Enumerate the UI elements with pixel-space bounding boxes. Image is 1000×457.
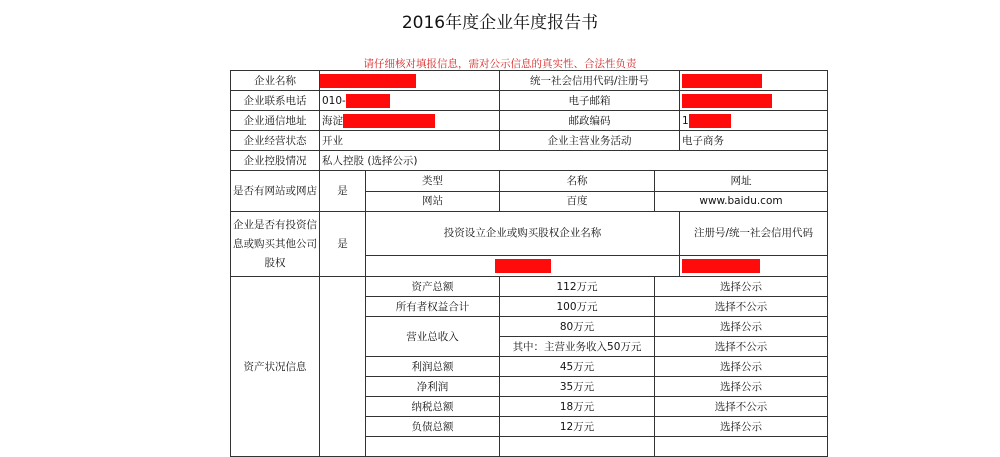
holding-label: 企业控股情况 [231, 151, 320, 171]
status-value: 开业 [320, 131, 500, 151]
address-value [320, 111, 500, 131]
asset-name: 营业总收入 [366, 317, 500, 357]
postcode-label: 邮政编码 [500, 111, 680, 131]
phone-prefix: 010- [322, 94, 346, 107]
credit-code-label: 统一社会信用代码/注册号 [500, 71, 680, 91]
asset-name: 利润总额 [366, 357, 500, 377]
asset-disclose: 选择公示 [655, 417, 828, 437]
asset-value: 18万元 [500, 397, 655, 417]
address-prefix: 海淀 [322, 114, 343, 127]
table-row [231, 91, 828, 111]
redaction-mark [495, 259, 551, 273]
asset-value: 35万元 [500, 377, 655, 397]
asset-name: 所有者权益合计 [366, 297, 500, 317]
redaction-mark [689, 114, 731, 128]
company-name-value [320, 71, 500, 91]
redaction-mark [682, 94, 772, 108]
asset-disclose: 选择不公示 [655, 297, 828, 317]
asset-value: 100万元 [500, 297, 655, 317]
asset-name: 资产总额 [366, 277, 500, 297]
asset-name: 纳税总额 [366, 397, 500, 417]
table-row [231, 131, 828, 151]
asset-disclose [655, 437, 828, 457]
investment-company-code [680, 255, 828, 276]
email-value [680, 91, 828, 111]
asset-disclose: 选择公示 [655, 277, 828, 297]
website-header-type: 类型 [366, 171, 500, 192]
investment-answer: 是 [320, 212, 366, 277]
main-business-label: 企业主营业务活动 [500, 131, 680, 151]
holding-value: 私人控股 (选择公示) [320, 151, 828, 171]
asset-name: 负债总额 [366, 417, 500, 437]
asset-disclose: 选择公示 [655, 317, 828, 337]
asset-disclose: 选择不公示 [655, 397, 828, 417]
website-name: 百度 [500, 191, 655, 212]
email-label: 电子邮箱 [500, 91, 680, 111]
credit-code-value [680, 71, 828, 91]
company-name-label: 企业名称 [231, 71, 320, 91]
status-label: 企业经营状态 [231, 131, 320, 151]
website-label: 是否有网站或网店 [231, 171, 320, 212]
notice-text: 请仔细核对填报信息，需对公示信息的真实性、合法性负责 [363, 58, 637, 70]
asset-value: 112万元 [500, 277, 655, 297]
asset-disclose: 选择公示 [655, 377, 828, 397]
postcode-prefix: 1 [682, 114, 689, 127]
postcode-value [680, 111, 828, 131]
investment-company-name [366, 255, 680, 276]
asset-value: 其中：主营业务收入50万元 [500, 337, 655, 357]
asset-value: 45万元 [500, 357, 655, 377]
website-type: 网站 [366, 191, 500, 212]
redaction-mark [320, 74, 416, 88]
asset-disclose: 选择不公示 [655, 337, 828, 357]
asset-value: 12万元 [500, 417, 655, 437]
report-table [230, 70, 828, 457]
phone-value [320, 91, 500, 111]
table-row [231, 277, 828, 297]
table-row [231, 212, 828, 256]
website-url: www.baidu.com [655, 191, 828, 212]
assets-blank [320, 277, 366, 457]
redaction-mark [343, 114, 435, 128]
redaction-mark [346, 94, 390, 108]
asset-name [366, 437, 500, 457]
page-title: 2016年度企业年度报告书 [401, 13, 599, 33]
investment-header-name: 投资设立企业或购买股权企业名称 [366, 212, 680, 256]
asset-disclose: 选择公示 [655, 357, 828, 377]
asset-name: 净利润 [366, 377, 500, 397]
table-row [231, 151, 828, 171]
website-header-name: 名称 [500, 171, 655, 192]
investment-header-code: 注册号/统一社会信用代码 [680, 212, 828, 256]
assets-label: 资产状况信息 [231, 277, 320, 457]
address-label: 企业通信地址 [231, 111, 320, 131]
redaction-mark [682, 259, 760, 273]
table-row [231, 111, 828, 131]
phone-label: 企业联系电话 [231, 91, 320, 111]
website-header-url: 网址 [655, 171, 828, 192]
table-row [231, 71, 828, 91]
main-business-value: 电子商务 [680, 131, 828, 151]
asset-value [500, 437, 655, 457]
asset-value: 80万元 [500, 317, 655, 337]
table-row [231, 171, 828, 192]
website-answer: 是 [320, 171, 366, 212]
investment-label: 企业是否有投资信息或购买其他公司股权 [231, 212, 320, 277]
redaction-mark [682, 74, 762, 88]
